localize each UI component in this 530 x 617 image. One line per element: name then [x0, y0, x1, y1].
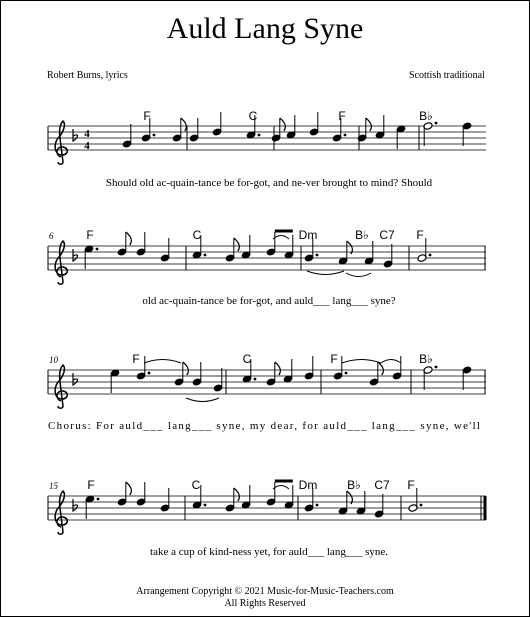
slur	[144, 360, 181, 364]
rights-line: All Rights Reserved	[224, 598, 306, 609]
slur	[273, 486, 289, 490]
treble-clef-icon	[55, 365, 67, 408]
lyric-line: old ac-quain-tance be for-got, and auld___ lang___ syne?	[142, 295, 396, 307]
slur	[346, 273, 371, 277]
chord-symbol: B♭	[419, 352, 433, 366]
eighth-flag	[280, 118, 286, 131]
chord-symbol: C7	[374, 478, 390, 492]
chord-symbol: C	[192, 228, 202, 242]
chord-symbol: F	[86, 228, 94, 242]
slur	[307, 271, 344, 275]
augmentation-dot	[316, 504, 319, 507]
chord-symbol: C	[248, 109, 258, 123]
augmentation-dot	[96, 248, 99, 251]
augmentation-dot	[435, 366, 438, 369]
chord-symbol: F	[87, 478, 95, 492]
augmentation-dot	[344, 134, 347, 137]
eighth-flag	[234, 488, 240, 501]
augmentation-dot	[429, 254, 432, 257]
lyric-line: take a cup of kind-ness yet, for auld___ lang___ syne.	[150, 546, 388, 558]
augmentation-dot	[435, 122, 438, 125]
chord-symbol: C7	[379, 228, 395, 242]
slur	[186, 398, 219, 402]
chord-symbol: Dm	[298, 478, 318, 492]
chord-symbol: B♭	[419, 109, 433, 123]
augmentation-dot	[204, 504, 207, 507]
chord-symbol: F	[338, 109, 346, 123]
eighth-flag	[234, 238, 240, 251]
flat-sign-icon	[73, 499, 78, 511]
augmentation-dot	[316, 254, 319, 257]
music-notation	[1, 1, 529, 616]
chord-symbol: C	[242, 352, 252, 366]
flat-sign-icon	[73, 373, 78, 385]
eighth-flag	[126, 482, 132, 495]
treble-clef-icon	[55, 491, 67, 534]
chord-symbol: F	[330, 352, 338, 366]
treble-clef-icon	[55, 241, 67, 284]
augmentation-dot	[345, 372, 348, 375]
augmentation-dot	[148, 372, 151, 375]
slur	[381, 360, 401, 364]
chord-symbol: C	[191, 478, 201, 492]
chord-symbol: B♭	[355, 228, 369, 242]
measure-number: 15	[49, 481, 58, 491]
time-signature-top: 4	[84, 128, 90, 140]
eighth-flag	[181, 118, 187, 131]
flat-sign-icon	[73, 129, 78, 141]
flat-sign-icon	[73, 249, 78, 261]
augmentation-dot	[153, 134, 156, 137]
copyright-line: Arrangement Copyright © 2021 Music-for-Music-Teachers.com	[136, 586, 394, 597]
chord-symbol: F	[132, 352, 140, 366]
chord-symbol: B♭	[347, 478, 361, 492]
eighth-flag	[275, 362, 281, 375]
lyric-line: Chorus: For auld___ lang___ syne, my dear, for auld___ lang___ syne, we'll	[48, 420, 480, 432]
augmentation-dot	[97, 498, 100, 501]
slur	[342, 360, 381, 364]
slur	[273, 236, 289, 240]
augmentation-dot	[258, 134, 261, 137]
measure-number: 10	[49, 355, 58, 365]
copyright-footer	[1, 586, 529, 610]
eighth-flag	[378, 362, 384, 375]
eighth-flag	[366, 118, 372, 131]
chord-symbol: F	[143, 109, 151, 123]
lyricist-credit: Robert Burns, lyrics	[47, 70, 128, 81]
time-signature-bottom: 4	[84, 140, 90, 152]
chord-symbol: F	[416, 228, 424, 242]
eighth-flag	[126, 232, 132, 245]
augmentation-dot	[254, 378, 257, 381]
augmentation-dot	[204, 254, 207, 257]
chord-symbol: F	[407, 478, 415, 492]
measure-number: 6	[49, 231, 54, 241]
composer-credit: Scottish traditional	[409, 70, 485, 81]
eighth-flag	[183, 362, 189, 375]
chord-symbol: Dm	[298, 228, 318, 242]
song-title: Auld Lang Syne	[166, 12, 364, 45]
augmentation-dot	[420, 504, 423, 507]
treble-clef-icon	[55, 121, 67, 164]
lyric-line: Should old ac-quain-tance be for-got, and ne-ver brought to mind? Should	[105, 177, 433, 189]
